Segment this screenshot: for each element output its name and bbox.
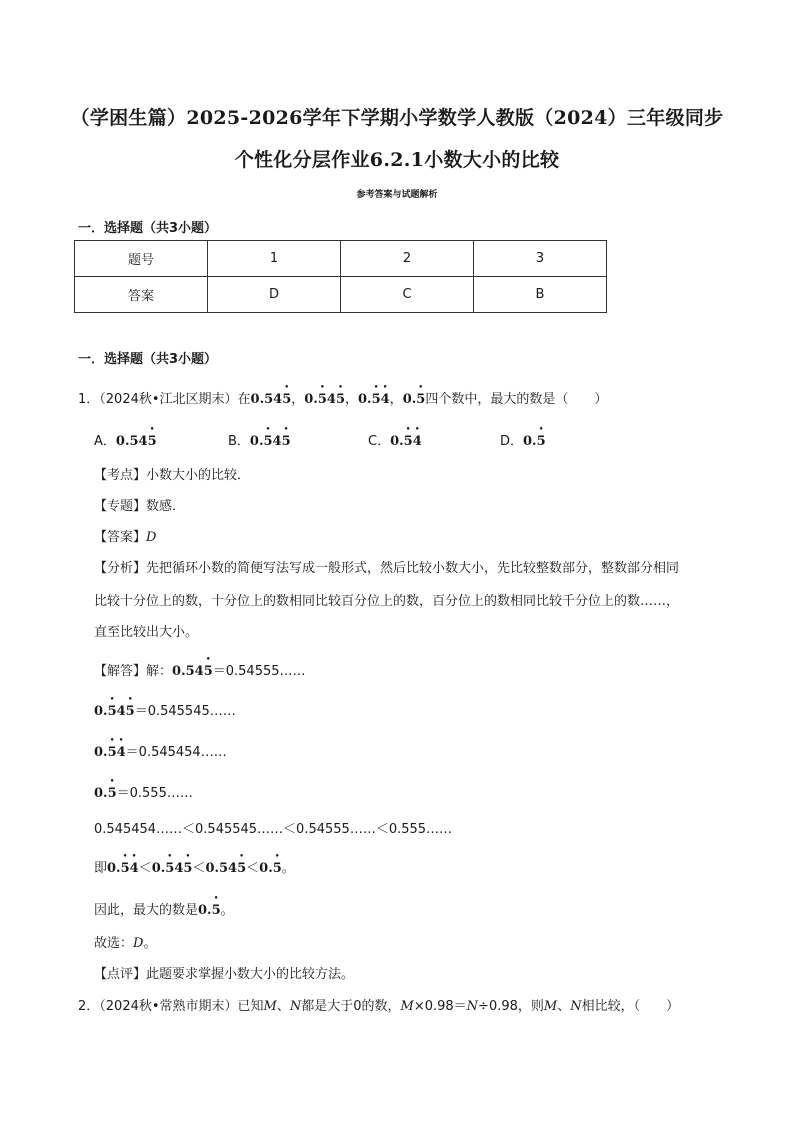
repeating-digit: • 5 (282, 434, 291, 449)
num-part: 0.54 (250, 392, 283, 407)
repeating-digit: • 5 (108, 704, 117, 719)
repeating-digit: • 5 (372, 392, 381, 407)
repeating-digit: • 5 (108, 745, 117, 760)
dianping-line (94, 963, 354, 982)
table-cell: 1 (208, 241, 341, 277)
option-value (250, 434, 291, 449)
expr-number (94, 704, 135, 719)
fenxi-line-1 (94, 557, 679, 576)
q1-stem-prefix: 1．（2024秋•江北区期末）在 (78, 392, 251, 407)
q2-text: ÷0.98，则 (478, 999, 544, 1014)
q2-text: 、 (557, 999, 571, 1014)
expr-number (107, 861, 139, 876)
expr-number (198, 903, 221, 918)
num-part: 0. (151, 861, 166, 876)
table-cell: D (208, 277, 341, 313)
ji-text: 即 (94, 861, 108, 876)
fenxi-line-2: 比较十分位上的数，十分位上的数相同比较百分位上的数，百分位上的数相同比较千分位上的数……， (94, 594, 680, 609)
num-part: 4 (326, 392, 336, 407)
num-part: 0. (304, 392, 318, 407)
repeating-digit: • 4 (413, 434, 422, 449)
document-subtitle: 参考答案与试题解析 (356, 190, 438, 200)
q2-text: 2．（2024秋•常熟市期末）已知 (78, 999, 264, 1014)
table-cell: 题号 (75, 241, 208, 277)
ji-line (94, 857, 295, 876)
q2-text: ×0.98＝ (413, 999, 467, 1014)
expr-number (205, 861, 246, 876)
lt-sign: ＜ (246, 861, 260, 876)
option-value (116, 434, 157, 449)
table-cell: 2 (341, 241, 474, 277)
kaodian-text: 小数大小的比较． (146, 468, 251, 483)
option-a (94, 430, 157, 449)
option-label: A． (94, 434, 116, 449)
equation-3 (94, 741, 227, 760)
q2-text: 都是大于0的数， (301, 999, 401, 1014)
option-d (500, 430, 546, 449)
fenxi-tag: 【分析】 (94, 561, 147, 576)
expr-number (94, 786, 117, 801)
jieda-prefix: 解： (146, 664, 173, 679)
num-part: 0.54 (172, 664, 204, 679)
var-n: N (570, 999, 582, 1014)
q2-text: 相比较，（ ） (581, 999, 680, 1014)
repeating-digit: • 5 (404, 434, 413, 449)
dianping-text: 此题要求掌握小数大小的比较方法。 (146, 967, 355, 982)
q1-number-2 (304, 392, 345, 407)
option-label: D． (500, 434, 524, 449)
q2-text: 、 (276, 999, 290, 1014)
repeating-digit: • 5 (183, 861, 192, 876)
repeating-digit: • 5 (212, 903, 221, 918)
num-part: 0. (523, 434, 537, 449)
dianping-tag: 【点评】 (94, 967, 147, 982)
kaodian-tag: 【考点】 (94, 468, 147, 483)
expr-number (172, 664, 213, 679)
num-part: 0. (198, 903, 212, 918)
var-n: N (466, 999, 479, 1014)
num-part: 0.54 (205, 861, 238, 876)
question-2-stem (78, 995, 679, 1014)
expr-value: ＝0.545545…… (134, 704, 236, 719)
num-part: 0. (259, 861, 273, 876)
repeating-digit: • 4 (117, 745, 126, 760)
expr-value: ＝0.555…… (116, 786, 193, 801)
fenxi-line-3: 直至比较出大小。 (94, 625, 199, 640)
equation-2 (94, 700, 236, 719)
kaodian-line (94, 464, 250, 483)
lt-sign: ＜ (138, 861, 152, 876)
num-part: 0. (107, 861, 121, 876)
num-part: 0. (249, 434, 264, 449)
repeating-digit: • 5 (237, 861, 246, 876)
num-part: 0. (94, 786, 108, 801)
expr-value: ＝0.545454…… (125, 745, 227, 760)
zhuanti-line (94, 495, 185, 514)
equation-4 (94, 782, 193, 801)
num-part: 0.54 (115, 434, 148, 449)
daan-line (94, 526, 156, 545)
expr-number (259, 861, 282, 876)
table-cell: B (474, 277, 607, 313)
q1-number-3 (358, 392, 390, 407)
zhuanti-text: 数感． (146, 499, 186, 514)
option-value (390, 434, 422, 449)
fenxi-text: 先把循环小数的简便写法写成一般形式，然后比较小数大小，先比较整数部分，整数部分相同 (146, 561, 680, 576)
yinci-text: 因此，最大的数是 (94, 903, 199, 918)
document-title-line2: 个性化分层作业6.2.1小数大小的比较 (234, 149, 560, 171)
repeating-digit: • 5 (416, 392, 425, 407)
num-part: 0. (402, 392, 417, 407)
daan-tag: 【答案】 (94, 530, 147, 545)
q1-number-4 (403, 392, 426, 407)
num-part: 0. (94, 704, 108, 719)
option-c (368, 430, 422, 449)
num-part: 0. (390, 434, 404, 449)
var-m: M (263, 999, 277, 1014)
expr-number (152, 861, 193, 876)
question-1-stem (78, 388, 607, 407)
answer-table (74, 240, 607, 313)
zhuanti-tag: 【专题】 (94, 499, 147, 514)
comparison-chain: 0.545454……＜0.545545……＜0.54555……＜0.555…… (94, 822, 453, 837)
repeating-digit: • 4 (130, 861, 139, 876)
option-label: C． (368, 434, 391, 449)
option-b (228, 430, 291, 449)
yinci-line (94, 899, 234, 918)
repeating-digit: • 5 (108, 786, 117, 801)
option-value (523, 434, 546, 449)
period: 。 (220, 903, 234, 918)
num-part: 0. (358, 392, 372, 407)
repeating-digit: • 5 (537, 434, 546, 449)
num-part: 4 (272, 434, 282, 449)
repeating-digit: • 5 (282, 392, 291, 407)
num-part: 4 (116, 704, 126, 719)
option-label: B． (228, 434, 250, 449)
period: 。 (143, 936, 157, 951)
guxuan-text: 故选： (94, 936, 134, 951)
separator: ， (344, 392, 358, 407)
var-m: M (543, 999, 558, 1014)
repeating-digit: • 5 (121, 861, 130, 876)
jieda-tag: 【解答】 (94, 664, 147, 679)
guxuan-line (94, 932, 156, 951)
table-row (75, 277, 607, 313)
section-heading-answers: 一．选择题（共3小题） (78, 221, 218, 236)
table-cell: 3 (474, 241, 607, 277)
expr-value: ＝0.54555…… (212, 664, 306, 679)
guxuan-value: D (133, 936, 144, 951)
table-cell: C (341, 277, 474, 313)
table-cell: 答案 (75, 277, 208, 313)
repeating-digit: • 5 (264, 434, 273, 449)
separator: ， (291, 392, 305, 407)
repeating-digit: • 5 (318, 392, 327, 407)
num-part: 4 (174, 861, 184, 876)
q1-number-1 (251, 392, 292, 407)
num-part: 0. (94, 745, 108, 760)
period: 。 (281, 861, 295, 876)
var-n: N (289, 999, 302, 1014)
jieda-line (94, 660, 306, 679)
table-row (75, 241, 607, 277)
section-heading-solutions: 一．选择题（共3小题） (78, 352, 218, 367)
expr-number (94, 745, 126, 760)
repeating-digit: • 5 (165, 861, 174, 876)
lt-sign: ＜ (192, 861, 206, 876)
var-m: M (400, 999, 414, 1014)
repeating-digit: • 4 (381, 392, 390, 407)
repeating-digit: • 5 (273, 861, 282, 876)
repeating-digit: • 5 (148, 434, 157, 449)
document-title-line1: （学困生篇）2025-2026学年下学期小学数学人教版（2024）三年级同步 (70, 107, 724, 129)
q1-stem-suffix: 四个数中，最大的数是（ ） (425, 392, 608, 407)
separator: ， (389, 392, 403, 407)
daan-text: D (146, 530, 157, 545)
repeating-digit: • 5 (204, 664, 213, 679)
repeating-digit: • 5 (126, 704, 135, 719)
repeating-digit: • 5 (336, 392, 345, 407)
